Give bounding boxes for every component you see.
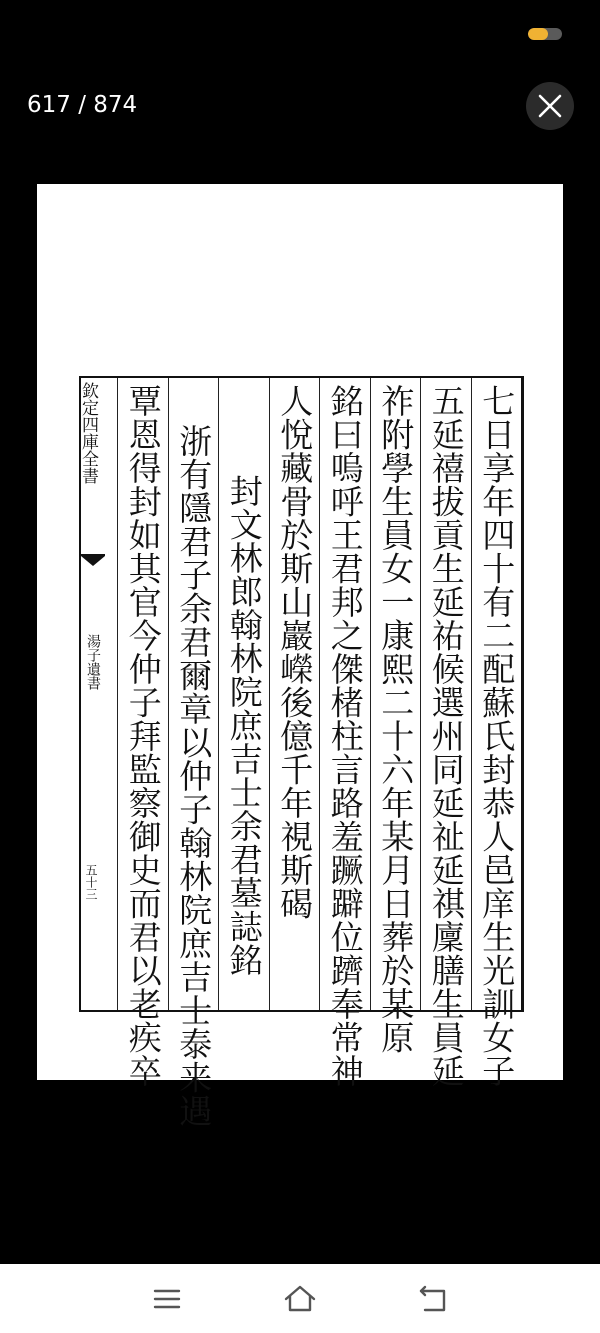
text-column	[218, 378, 269, 1010]
back-button[interactable]	[416, 1282, 450, 1316]
column-heading: 封文林郎翰林院庶吉士余君墓誌銘	[224, 474, 264, 977]
text-column	[168, 378, 219, 1128]
home-icon	[283, 1282, 317, 1316]
menu-button[interactable]	[150, 1282, 184, 1316]
home-button[interactable]	[283, 1282, 317, 1316]
column-text: 浙有隱君子余君爾章以仲子翰林院庶吉士泰来遇	[174, 424, 214, 1128]
page-counter: 617 / 874	[27, 92, 138, 118]
system-navbar	[0, 1264, 600, 1333]
column-text: 覃恩得封如其官今仲子拜監察御史而君以老疾卒	[123, 384, 163, 1088]
column-text: 七日享年四十有二配蘇氏封恭人邑庠生光訓女子	[477, 384, 517, 1088]
text-column	[471, 378, 522, 1088]
page-image[interactable]	[37, 184, 563, 1128]
column-text: 祚附學生員女一康熙二十六年某月日葬於某原	[376, 384, 416, 1054]
back-icon	[416, 1282, 450, 1316]
battery-indicator	[528, 28, 562, 40]
close-icon	[538, 94, 562, 118]
column-text: 銘曰嗚呼王君邦之傑楮柱言路羞蹶躃位躋奉常神	[325, 384, 365, 1088]
battery-fill	[528, 28, 548, 40]
text-columns	[117, 378, 521, 1128]
column-text: 五延禧拔貢生延祐候選州同延祉延祺廩膳生員延	[426, 384, 466, 1088]
menu-icon	[150, 1282, 184, 1316]
page-margin	[78, 378, 101, 1010]
margin-page-number: 五十三	[84, 864, 98, 900]
margin-title: 欽定四庫全書	[78, 382, 98, 484]
text-column	[117, 378, 168, 1088]
column-text: 人悅藏骨於斯山巖嶸後億千年視斯碣	[275, 384, 315, 920]
text-column	[370, 378, 421, 1054]
close-button[interactable]	[526, 82, 574, 130]
text-column	[420, 378, 471, 1088]
fish-tail-mark-icon	[81, 554, 105, 568]
text-column	[319, 378, 370, 1088]
margin-book-title: 湯子遺書	[85, 634, 101, 690]
text-column	[269, 378, 320, 1010]
scanned-page	[78, 376, 521, 1128]
